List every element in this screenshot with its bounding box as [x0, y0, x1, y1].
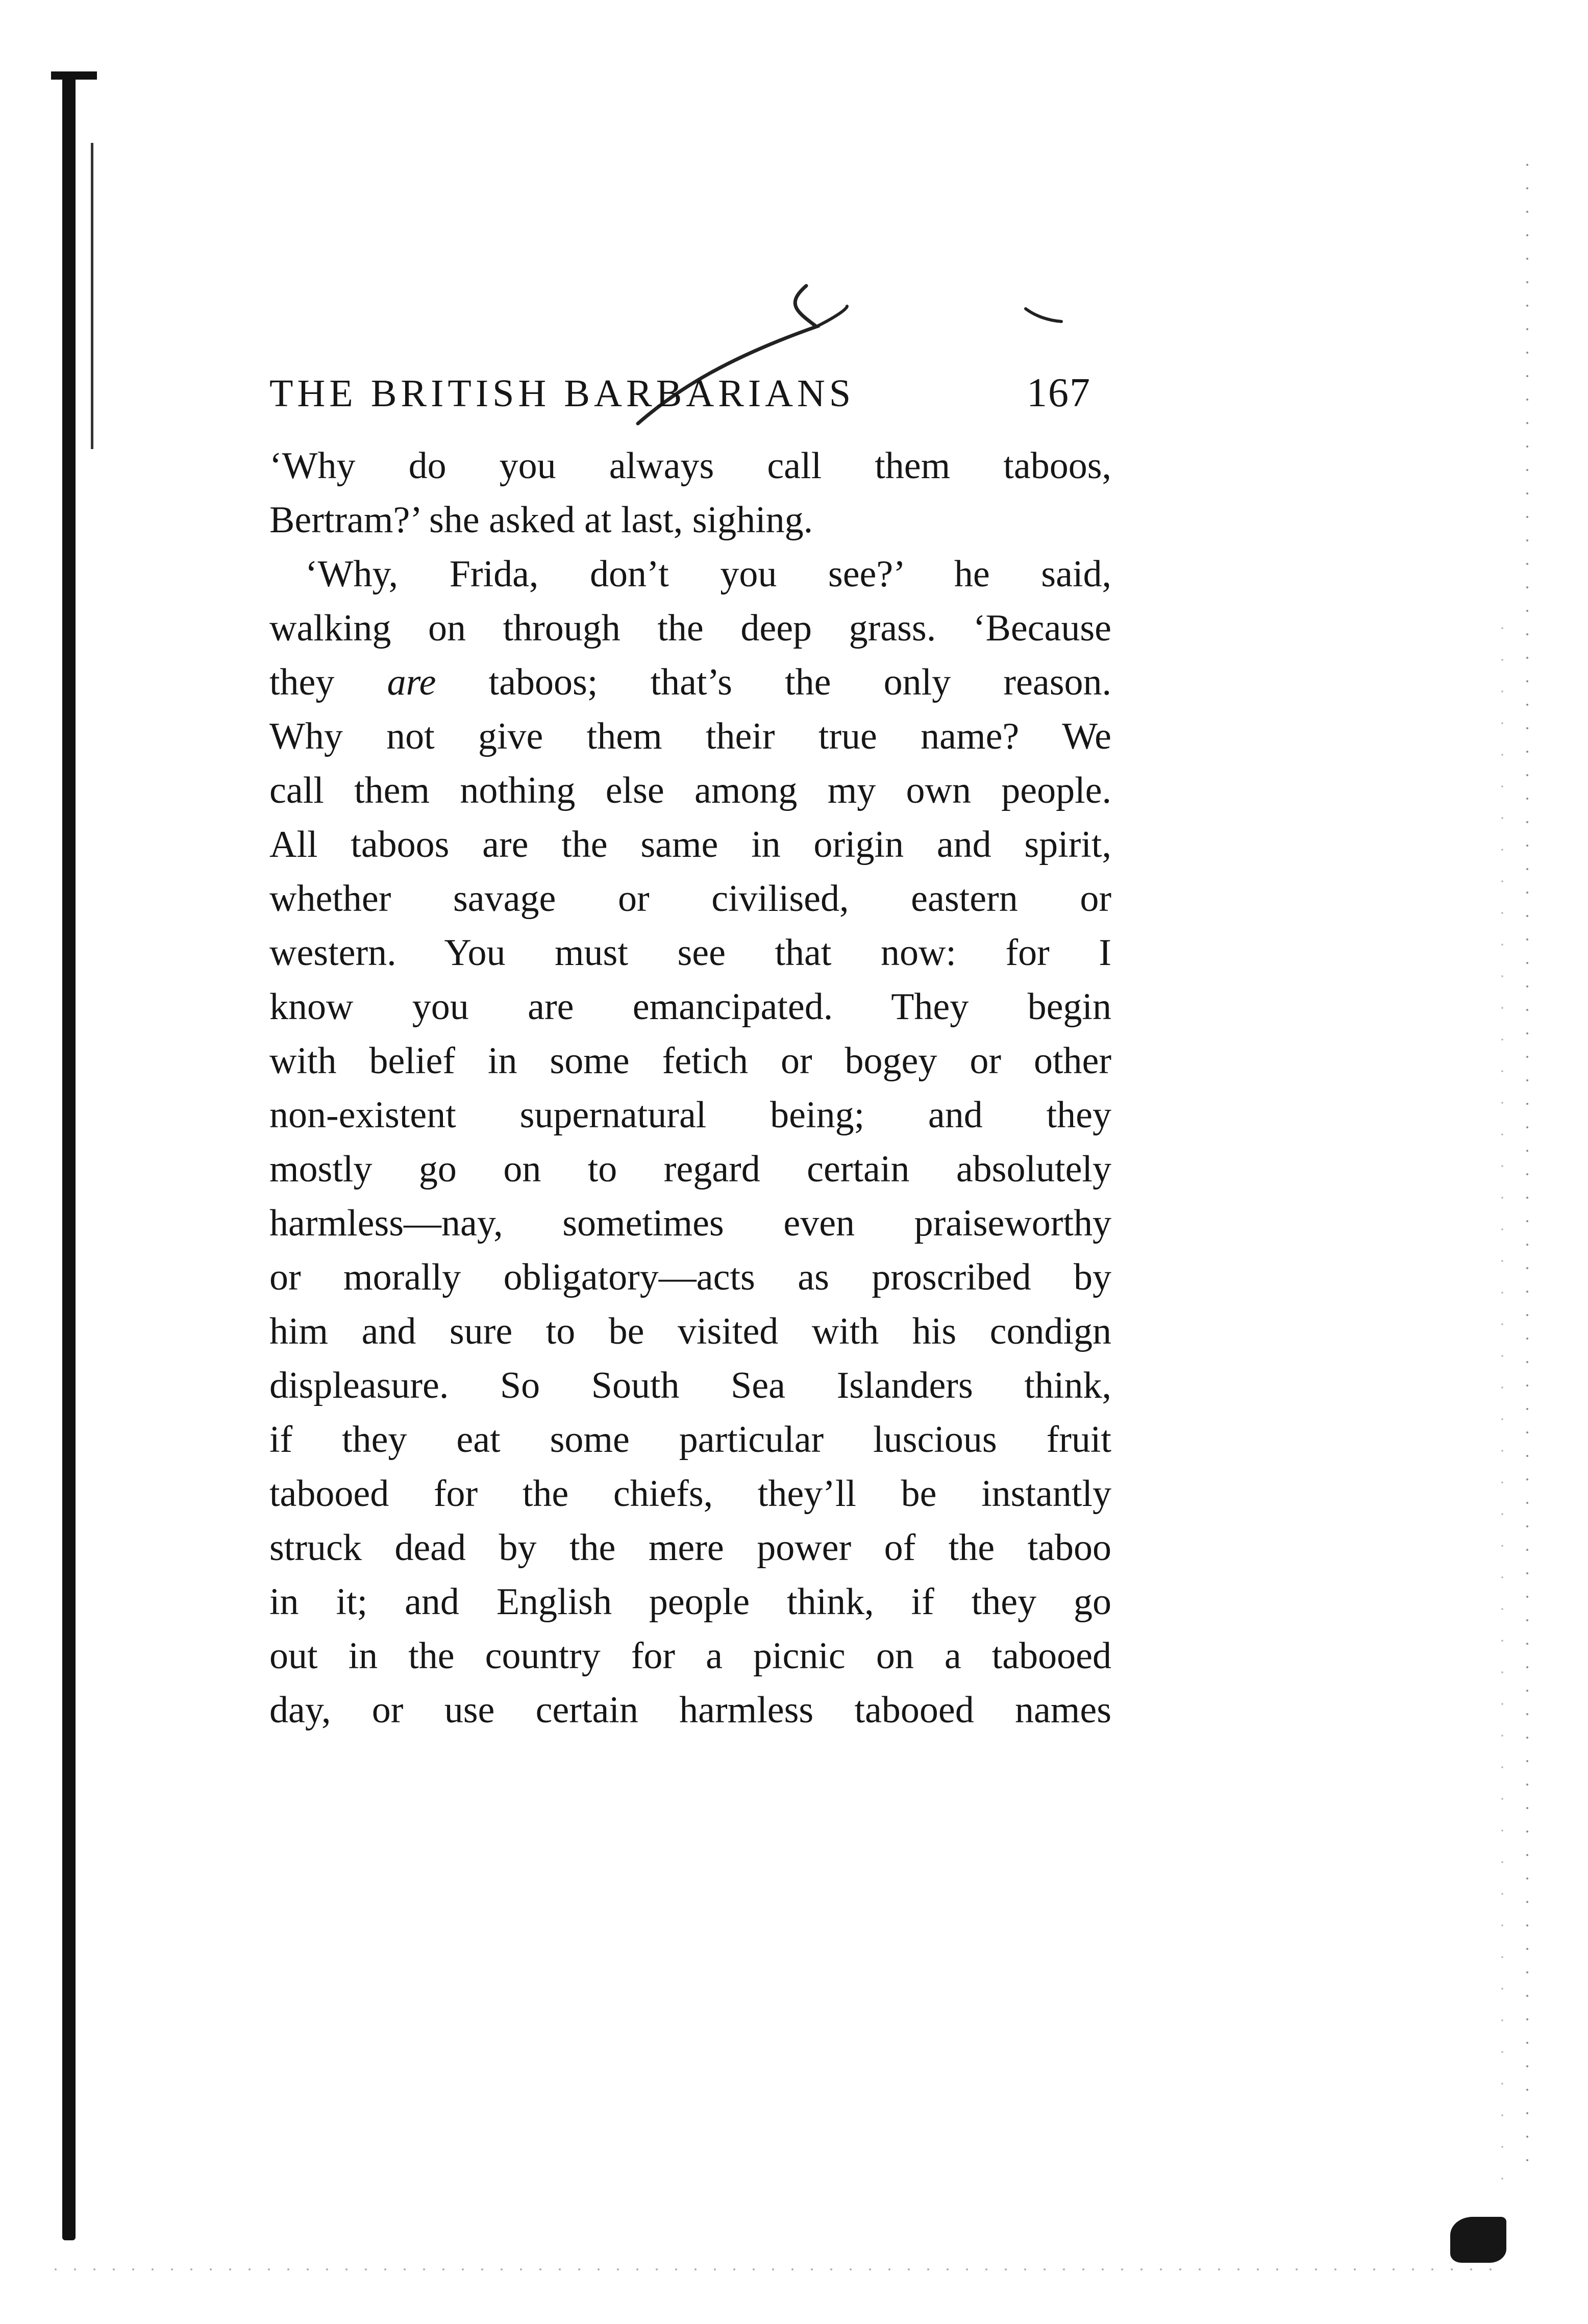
text-line: tabooed for the chiefs, they’ll be instantly	[269, 1473, 1111, 1515]
binding-edge-top	[51, 71, 97, 80]
text-line: All taboos are the same in origin and spirit,	[269, 824, 1111, 866]
text-line: if they eat some particular luscious fruit	[269, 1419, 1111, 1461]
text-line: ‘Why, Frida, don’t you see?’ he said,	[305, 553, 1111, 595]
scan-speckle-right	[1523, 153, 1532, 2169]
binding-edge	[62, 71, 76, 2240]
text-line: Bertram?’ she asked at last, sighing.	[269, 499, 813, 541]
text-run: taboos; that’s the only reason.	[436, 661, 1111, 703]
scan-corner-blot	[1450, 2217, 1506, 2263]
text-line: ‘Why do you always call them taboos,	[269, 445, 1111, 487]
text-line: walking on through the deep grass. ‘Because	[269, 607, 1111, 649]
text-line: struck dead by the mere power of the taboo	[269, 1527, 1111, 1569]
page-number: 167	[1027, 370, 1091, 415]
text-line: non-existent supernatural being; and they	[269, 1094, 1111, 1136]
text-block	[269, 370, 1111, 1737]
scan-speckle-right-inner	[1498, 612, 1506, 2194]
text-line: western. You must see that now: for I	[269, 932, 1111, 974]
text-line: harmless—nay, sometimes even praiseworthy	[269, 1202, 1111, 1244]
text-line: out in the country for a picnic on a tabooed	[269, 1635, 1111, 1677]
text-line: Why not give them their true name? We	[269, 715, 1111, 757]
text-line: displeasure. So South Sea Islanders think,	[269, 1365, 1111, 1406]
binding-shadow-line	[91, 143, 93, 449]
text-line: whether savage or civilised, eastern or	[269, 878, 1111, 920]
text-line: in it; and English people think, if they go	[269, 1581, 1111, 1623]
text-line: mostly go on to regard certain absolutely	[269, 1148, 1111, 1190]
text-line: with belief in some fetich or bogey or other	[269, 1040, 1111, 1082]
text-line-with-emphasis	[269, 655, 1111, 709]
text-line: know you are emancipated. They begin	[269, 986, 1111, 1028]
text-line: or morally obligatory—acts as proscribed by	[269, 1256, 1111, 1298]
text-line: him and sure to be visited with his condign	[269, 1311, 1111, 1352]
text-line: day, or use certain harmless tabooed names	[269, 1689, 1111, 1731]
scan-speckle-bottom	[46, 2266, 1500, 2273]
text-run: they	[269, 661, 387, 703]
text-line: call them nothing else among my own people.	[269, 770, 1111, 811]
running-head-title: THE BRITISH BARBARIANS	[269, 372, 855, 415]
italic-emphasis: are	[387, 661, 436, 703]
running-head	[269, 370, 1091, 415]
